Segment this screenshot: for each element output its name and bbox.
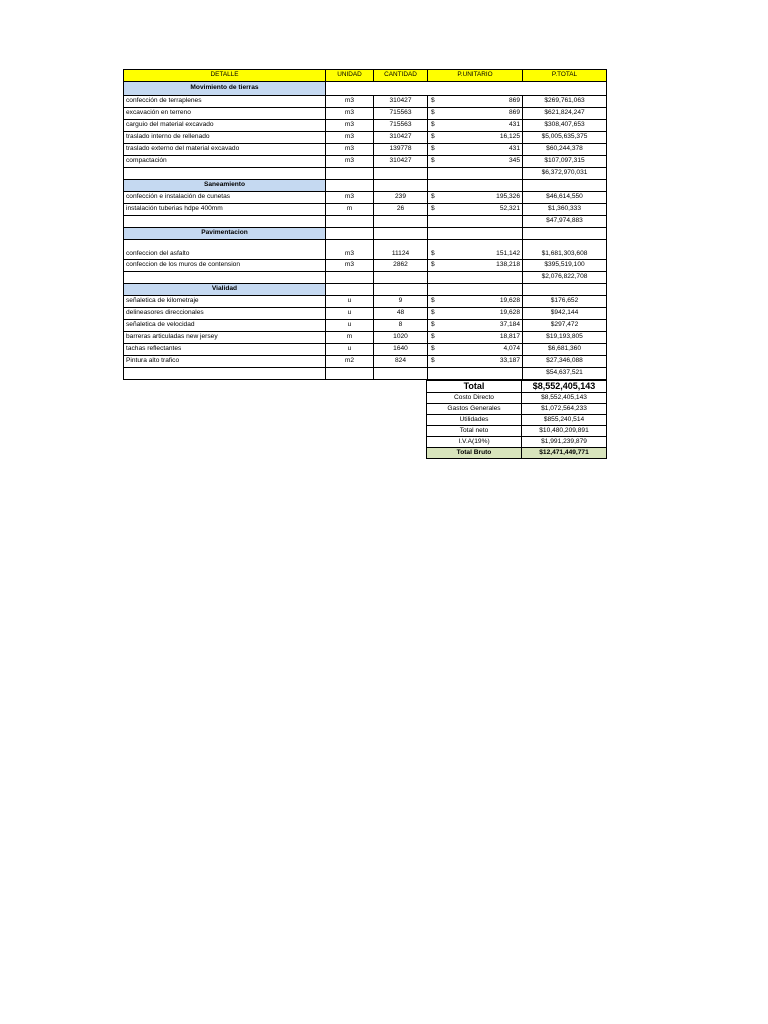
item-unidad: m (326, 332, 374, 344)
item-cantidad: 310427 (374, 132, 428, 144)
item-unitario-cell (428, 332, 523, 344)
summary-value: $10,480,209,891 (522, 426, 607, 437)
summary-row (427, 404, 607, 415)
item-detalle: señaletica de velocidad (124, 320, 326, 332)
item-unitario: 431 (508, 145, 520, 153)
subtotal-row (124, 368, 607, 380)
item-unitario: 869 (508, 109, 520, 117)
item-detalle: confección e instalación de cunetas (124, 192, 326, 204)
currency-symbol: $ (431, 97, 435, 105)
item-detalle: barreras articuladas new jersey (124, 332, 326, 344)
summary-value: $8,552,405,143 (522, 393, 607, 404)
item-cantidad: 26 (374, 204, 428, 216)
section-header-row (124, 82, 607, 96)
item-total: $269,761,063 (523, 96, 607, 108)
item-total: $297,472 (523, 320, 607, 332)
item-unidad: u (326, 344, 374, 356)
table-row (124, 260, 607, 272)
currency-symbol: $ (431, 109, 435, 117)
item-detalle: traslado interno de rellenado (124, 132, 326, 144)
table-row (124, 344, 607, 356)
item-unidad: m (326, 204, 374, 216)
summary-label: Total neto (427, 426, 522, 437)
section-subtotal: $54,637,521 (523, 368, 607, 380)
currency-symbol: $ (431, 321, 435, 329)
budget-sheet (123, 69, 606, 456)
item-unitario: 16,125 (499, 133, 520, 141)
item-unitario: 19,628 (499, 297, 520, 305)
item-cantidad: 310427 (374, 96, 428, 108)
item-unitario: 431 (508, 121, 520, 129)
summary-bruto-label: Total Bruto (427, 448, 522, 459)
summary-table (426, 380, 607, 459)
item-total: $60,244,378 (523, 144, 607, 156)
item-unitario-cell (428, 192, 523, 204)
item-unidad: m3 (326, 240, 374, 260)
table-row (124, 132, 607, 144)
item-detalle: tachas reflectantes (124, 344, 326, 356)
item-unidad: m3 (326, 144, 374, 156)
currency-symbol: $ (431, 345, 435, 353)
item-unitario-cell (428, 204, 523, 216)
summary-row (427, 437, 607, 448)
empty-cell (428, 368, 523, 380)
item-total: $395,519,100 (523, 260, 607, 272)
item-cantidad: 48 (374, 308, 428, 320)
table-row (124, 320, 607, 332)
item-cantidad: 1020 (374, 332, 428, 344)
item-cantidad: 310427 (374, 156, 428, 168)
empty-cell (326, 168, 374, 180)
item-detalle: compactación (124, 156, 326, 168)
item-unitario: 52,321 (499, 205, 520, 213)
section-title: Vialidad (124, 284, 326, 296)
empty-cell (326, 368, 374, 380)
currency-symbol: $ (431, 205, 435, 213)
table-row (124, 296, 607, 308)
header-unitario: P.UNITARIO (428, 70, 523, 82)
item-cantidad: 715563 (374, 108, 428, 120)
subtotal-row (124, 272, 607, 284)
currency-symbol: $ (431, 193, 435, 201)
header-unidad: UNIDAD (326, 70, 374, 82)
item-unitario-cell (428, 132, 523, 144)
summary-total-label: Total (427, 381, 522, 393)
summary-label: Costo Directo (427, 393, 522, 404)
item-unitario: 195,326 (496, 193, 520, 201)
table-row (124, 108, 607, 120)
empty-cell (374, 180, 428, 192)
currency-symbol: $ (431, 121, 435, 129)
item-unidad: u (326, 296, 374, 308)
empty-cell (374, 168, 428, 180)
empty-cell (374, 368, 428, 380)
empty-cell (428, 284, 523, 296)
section-subtotal: $2,076,822,708 (523, 272, 607, 284)
empty-cell (374, 228, 428, 240)
empty-cell (428, 228, 523, 240)
empty-cell (124, 368, 326, 380)
currency-symbol: $ (431, 297, 435, 305)
item-detalle: traslado externo del material excavado (124, 144, 326, 156)
table-row (124, 96, 607, 108)
item-unitario-cell (428, 240, 523, 260)
item-unitario: 19,628 (499, 309, 520, 317)
item-unitario: 33,187 (499, 357, 520, 365)
item-unidad: u (326, 320, 374, 332)
item-unitario: 18,817 (499, 333, 520, 341)
table-row (124, 308, 607, 320)
empty-cell (124, 168, 326, 180)
empty-cell (428, 216, 523, 228)
empty-cell (523, 180, 607, 192)
item-unidad: m3 (326, 108, 374, 120)
table-row (124, 120, 607, 132)
item-detalle: confeccion del asfalto (124, 240, 326, 260)
empty-cell (124, 272, 326, 284)
item-unitario: 4,074 (503, 345, 520, 353)
summary-label: Gastos Generales (427, 404, 522, 415)
currency-symbol: $ (431, 157, 435, 165)
table-row (124, 156, 607, 168)
empty-cell (428, 272, 523, 284)
table-row (124, 204, 607, 216)
item-total: $19,193,805 (523, 332, 607, 344)
section-subtotal: $47,974,883 (523, 216, 607, 228)
item-detalle: carguio del material excavado (124, 120, 326, 132)
currency-symbol: $ (431, 261, 435, 269)
section-title: Pavimentacion (124, 228, 326, 240)
summary-value: $855,240,514 (522, 415, 607, 426)
currency-symbol: $ (431, 309, 435, 317)
summary-row (427, 415, 607, 426)
item-unidad: u (326, 308, 374, 320)
currency-symbol: $ (431, 145, 435, 153)
budget-table (123, 69, 607, 380)
item-unitario-cell (428, 120, 523, 132)
subtotal-row (124, 216, 607, 228)
item-unitario-cell (428, 156, 523, 168)
empty-cell (523, 228, 607, 240)
item-detalle: Pintura alto trafico (124, 356, 326, 368)
item-unitario-cell (428, 260, 523, 272)
table-row (124, 332, 607, 344)
table-row (124, 356, 607, 368)
item-unitario-cell (428, 320, 523, 332)
header-row (124, 70, 607, 82)
item-detalle: señaletica de kilometraje (124, 296, 326, 308)
item-unidad: m3 (326, 260, 374, 272)
budget-body (124, 82, 607, 380)
summary-value: $1,072,564,233 (522, 404, 607, 415)
item-total: $27,346,088 (523, 356, 607, 368)
item-unitario-cell (428, 108, 523, 120)
item-total: $107,097,315 (523, 156, 607, 168)
section-header-row (124, 228, 607, 240)
empty-cell (326, 216, 374, 228)
item-unidad: m3 (326, 96, 374, 108)
empty-cell (428, 180, 523, 192)
item-unitario: 345 (508, 157, 520, 165)
empty-cell (124, 216, 326, 228)
empty-cell (326, 180, 374, 192)
item-detalle: confección de terraplenes (124, 96, 326, 108)
subtotal-row (124, 168, 607, 180)
section-title: Saneamiento (124, 180, 326, 192)
item-unitario: 151,142 (496, 250, 520, 258)
item-cantidad: 1640 (374, 344, 428, 356)
summary-row (427, 426, 607, 437)
item-detalle: instalación tuberias hdpe 400mm (124, 204, 326, 216)
header-detalle: DETALLE (124, 70, 326, 82)
summary-total-row (427, 381, 607, 393)
item-cantidad: 715563 (374, 120, 428, 132)
item-unidad: m3 (326, 192, 374, 204)
empty-cell (326, 228, 374, 240)
item-unitario-cell (428, 356, 523, 368)
item-unitario: 869 (508, 97, 520, 105)
item-cantidad: 9 (374, 296, 428, 308)
item-unidad: m3 (326, 120, 374, 132)
summary-bruto-row (427, 448, 607, 459)
item-cantidad: 139778 (374, 144, 428, 156)
table-row (124, 144, 607, 156)
item-total: $308,407,653 (523, 120, 607, 132)
summary-label: Utilidades (427, 415, 522, 426)
item-cantidad: 11124 (374, 240, 428, 260)
item-unitario-cell (428, 144, 523, 156)
summary-label: I.V.A(19%) (427, 437, 522, 448)
empty-cell (523, 284, 607, 296)
item-total: $5,005,635,375 (523, 132, 607, 144)
empty-cell (326, 82, 607, 96)
header-cantidad: CANTIDAD (374, 70, 428, 82)
item-total: $176,652 (523, 296, 607, 308)
item-unidad: m3 (326, 132, 374, 144)
header-total: P.TOTAL (523, 70, 607, 82)
empty-cell (374, 272, 428, 284)
item-unitario: 138,218 (496, 261, 520, 269)
empty-cell (326, 284, 374, 296)
section-subtotal: $6,372,970,031 (523, 168, 607, 180)
item-unitario-cell (428, 308, 523, 320)
item-unidad: m3 (326, 156, 374, 168)
item-total: $942,144 (523, 308, 607, 320)
summary-row (427, 393, 607, 404)
section-header-row (124, 284, 607, 296)
item-total: $1,681,303,608 (523, 240, 607, 260)
item-unitario-cell (428, 296, 523, 308)
table-row (124, 192, 607, 204)
item-detalle: excavación en terreno (124, 108, 326, 120)
table-row (124, 240, 607, 260)
item-cantidad: 824 (374, 356, 428, 368)
currency-symbol: $ (431, 357, 435, 365)
item-unitario-cell (428, 344, 523, 356)
item-total: $621,824,247 (523, 108, 607, 120)
item-cantidad: 8 (374, 320, 428, 332)
item-detalle: confeccion de los muros de contension (124, 260, 326, 272)
currency-symbol: $ (431, 333, 435, 341)
item-unitario: 37,184 (499, 321, 520, 329)
item-total: $6,681,360 (523, 344, 607, 356)
currency-symbol: $ (431, 250, 435, 258)
section-header-row (124, 180, 607, 192)
empty-cell (374, 216, 428, 228)
section-title: Movimiento de tierras (124, 82, 326, 96)
summary-total-value: $8,552,405,143 (522, 381, 607, 393)
item-unitario-cell (428, 96, 523, 108)
empty-cell (326, 272, 374, 284)
empty-cell (374, 284, 428, 296)
item-unidad: m2 (326, 356, 374, 368)
currency-symbol: $ (431, 133, 435, 141)
item-cantidad: 2862 (374, 260, 428, 272)
empty-cell (428, 168, 523, 180)
summary-bruto-value: $12,471,449,771 (522, 448, 607, 459)
item-total: $1,360,333 (523, 204, 607, 216)
summary-value: $1,991,239,879 (522, 437, 607, 448)
item-detalle: delineasores direccionales (124, 308, 326, 320)
item-total: $46,614,550 (523, 192, 607, 204)
item-cantidad: 239 (374, 192, 428, 204)
